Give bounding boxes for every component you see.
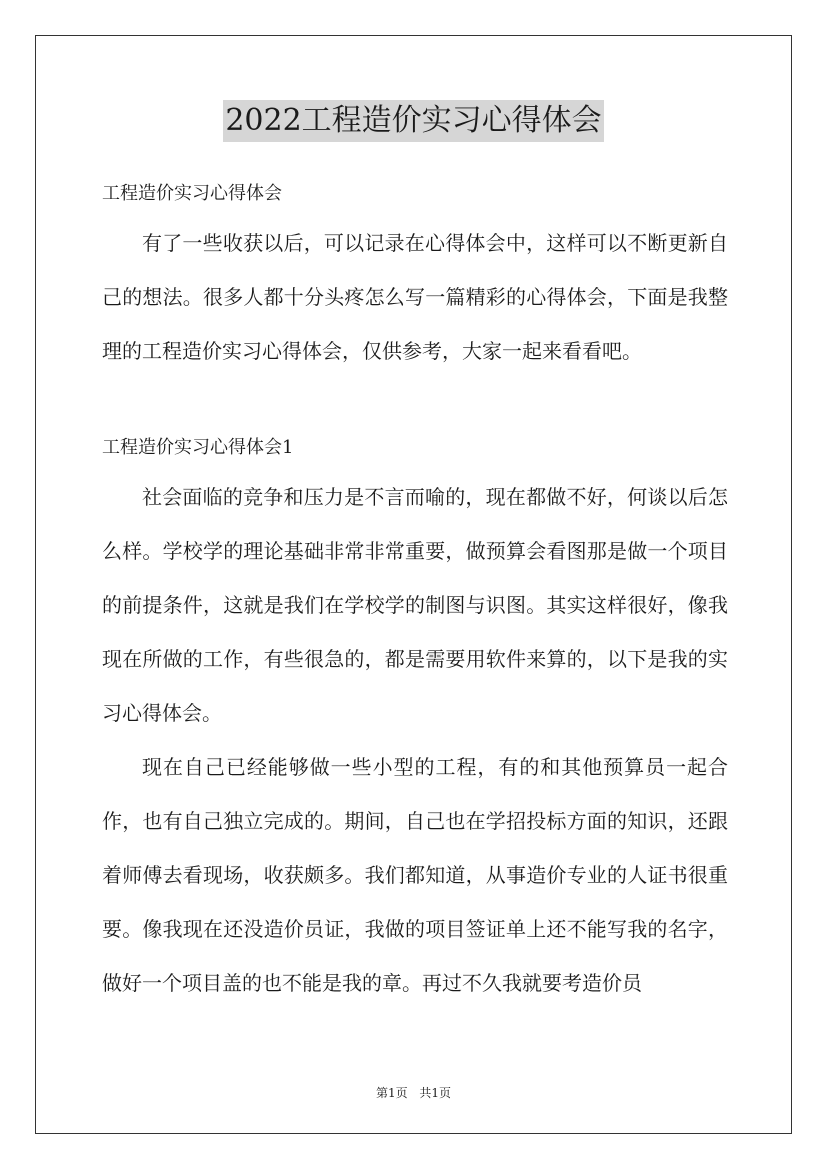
- document-title: 2022工程造价实习心得体会: [223, 100, 603, 142]
- intro-paragraph: 有了一些收获以后，可以记录在心得体会中，这样可以不断更新自己的想法。很多人都十分头疼怎么写一篇精彩的心得体会，下面是我整理的工程造价实习心得体会，仅供参考，大家一起来看看吧。: [102, 231, 728, 363]
- section1-paragraph-1: 社会面临的竞争和压力是不言而喻的，现在都做不好，何谈以后怎么样。学校学的理论基础非常非常重要，做预算会看图那是做一个项目的前提条件，这就是我们在学校学的制图与识图。其实这样很好，像我现在所做的工作，有些很急的，都是需要用软件来算的，以下是我的实习心得体会。: [102, 485, 728, 725]
- intro-heading: 工程造价实习心得体会: [102, 183, 282, 204]
- section1-paragraph-2: 现在自己已经能够做一些小型的工程，有的和其他预算员一起合作，也有自己独立完成的。期间，自己也在学招投标方面的知识，还跟着师傅去看现场，收获颇多。我们都知道，从事造价专业的人证书很重要。像我现在还没造价员证，我做的项目签证单上还不能写我的名字，做好一个项目盖的也不能是我的章。再过不久我就要考造价员: [102, 755, 728, 995]
- page-total: 共1页: [419, 1086, 452, 1100]
- document-body: [102, 172, 728, 1010]
- section-gap: [102, 378, 728, 418]
- title-wrap: [0, 100, 827, 142]
- page-footer: [0, 1083, 827, 1103]
- section1-heading: 工程造价实习心得体会1: [102, 437, 294, 458]
- page-number: 第1页: [375, 1086, 408, 1100]
